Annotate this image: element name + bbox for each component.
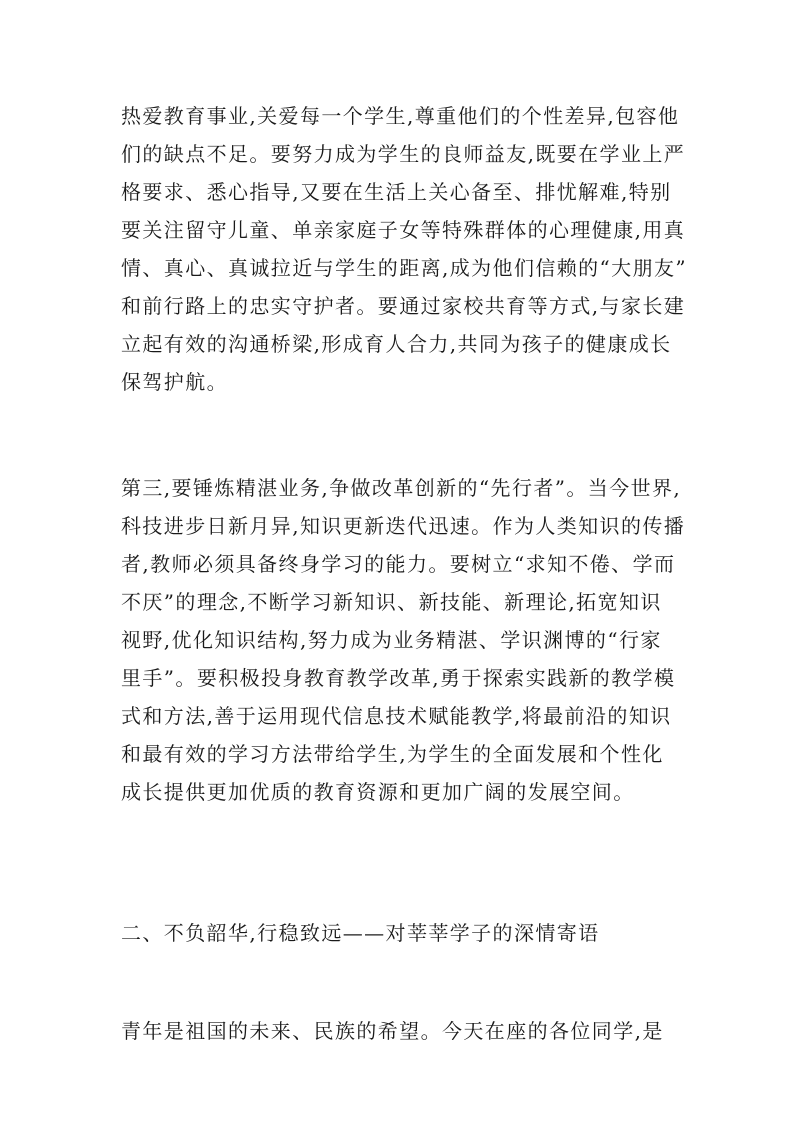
text-line: 里手”。要积极投身教育教学改革,勇于探索实践新的教学模: [121, 666, 676, 690]
text-line: 和最有效的学习方法带给学生,为学生的全面发展和个性化: [121, 742, 664, 766]
text-line: 视野,优化知识结构,努力成为业务精湛、学识渊博的“行家: [121, 628, 662, 652]
text-line: 成长提供更加优质的教育资源和更加广阔的发展空间。: [121, 780, 635, 804]
paragraph-2: [121, 469, 686, 811]
text-line: 格要求、悉心指导,又要在生活上关心备至、排忧解难,特别: [121, 180, 672, 204]
paragraph-1: [121, 97, 688, 401]
paragraph-3: [121, 1012, 681, 1050]
text-line: 立起有效的沟通桥梁,形成育人合力,共同为孩子的健康成长: [121, 332, 672, 356]
text-line: 者,教师必须具备终身学习的能力。要树立“求知不倦、学而: [121, 552, 676, 576]
text-line: 不厌”的理念,不断学习新知识、新技能、新理论,拓宽知识: [121, 590, 662, 614]
section-heading: [121, 914, 681, 952]
text-line: 保驾护航。: [121, 370, 228, 394]
text-line: 热爱教育事业,关爱每一个学生,尊重他们的个性差异,包容他: [121, 104, 680, 128]
text-line: 第三,要锤炼精湛业务,争做改革创新的“先行者”。当今世界,: [121, 476, 682, 500]
text-line: 们的缺点不足。要努力成为学生的良师益友,既要在学业上严: [121, 142, 686, 166]
text-line: 情、真心、真诚拉近与学生的距离,成为他们信赖的“大朋友”: [121, 256, 688, 280]
text-line: 青年是祖国的未来、民族的希望。今天在座的各位同学,是: [121, 1019, 664, 1043]
text-line: 要关注留守儿童、单亲家庭子女等特殊群体的心理健康,用真: [121, 218, 686, 242]
text-line: 和前行路上的忠实守护者。要通过家校共育等方式,与家长建: [121, 294, 686, 318]
heading-text: 二、不负韶华,行稳致远——对莘莘学子的深情寄语: [121, 921, 600, 945]
text-line: 科技进步日新月异,知识更新迭代迅速。作为人类知识的传播: [121, 514, 686, 538]
text-line: 式和方法,善于运用现代信息技术赋能教学,将最前沿的知识: [121, 704, 672, 728]
